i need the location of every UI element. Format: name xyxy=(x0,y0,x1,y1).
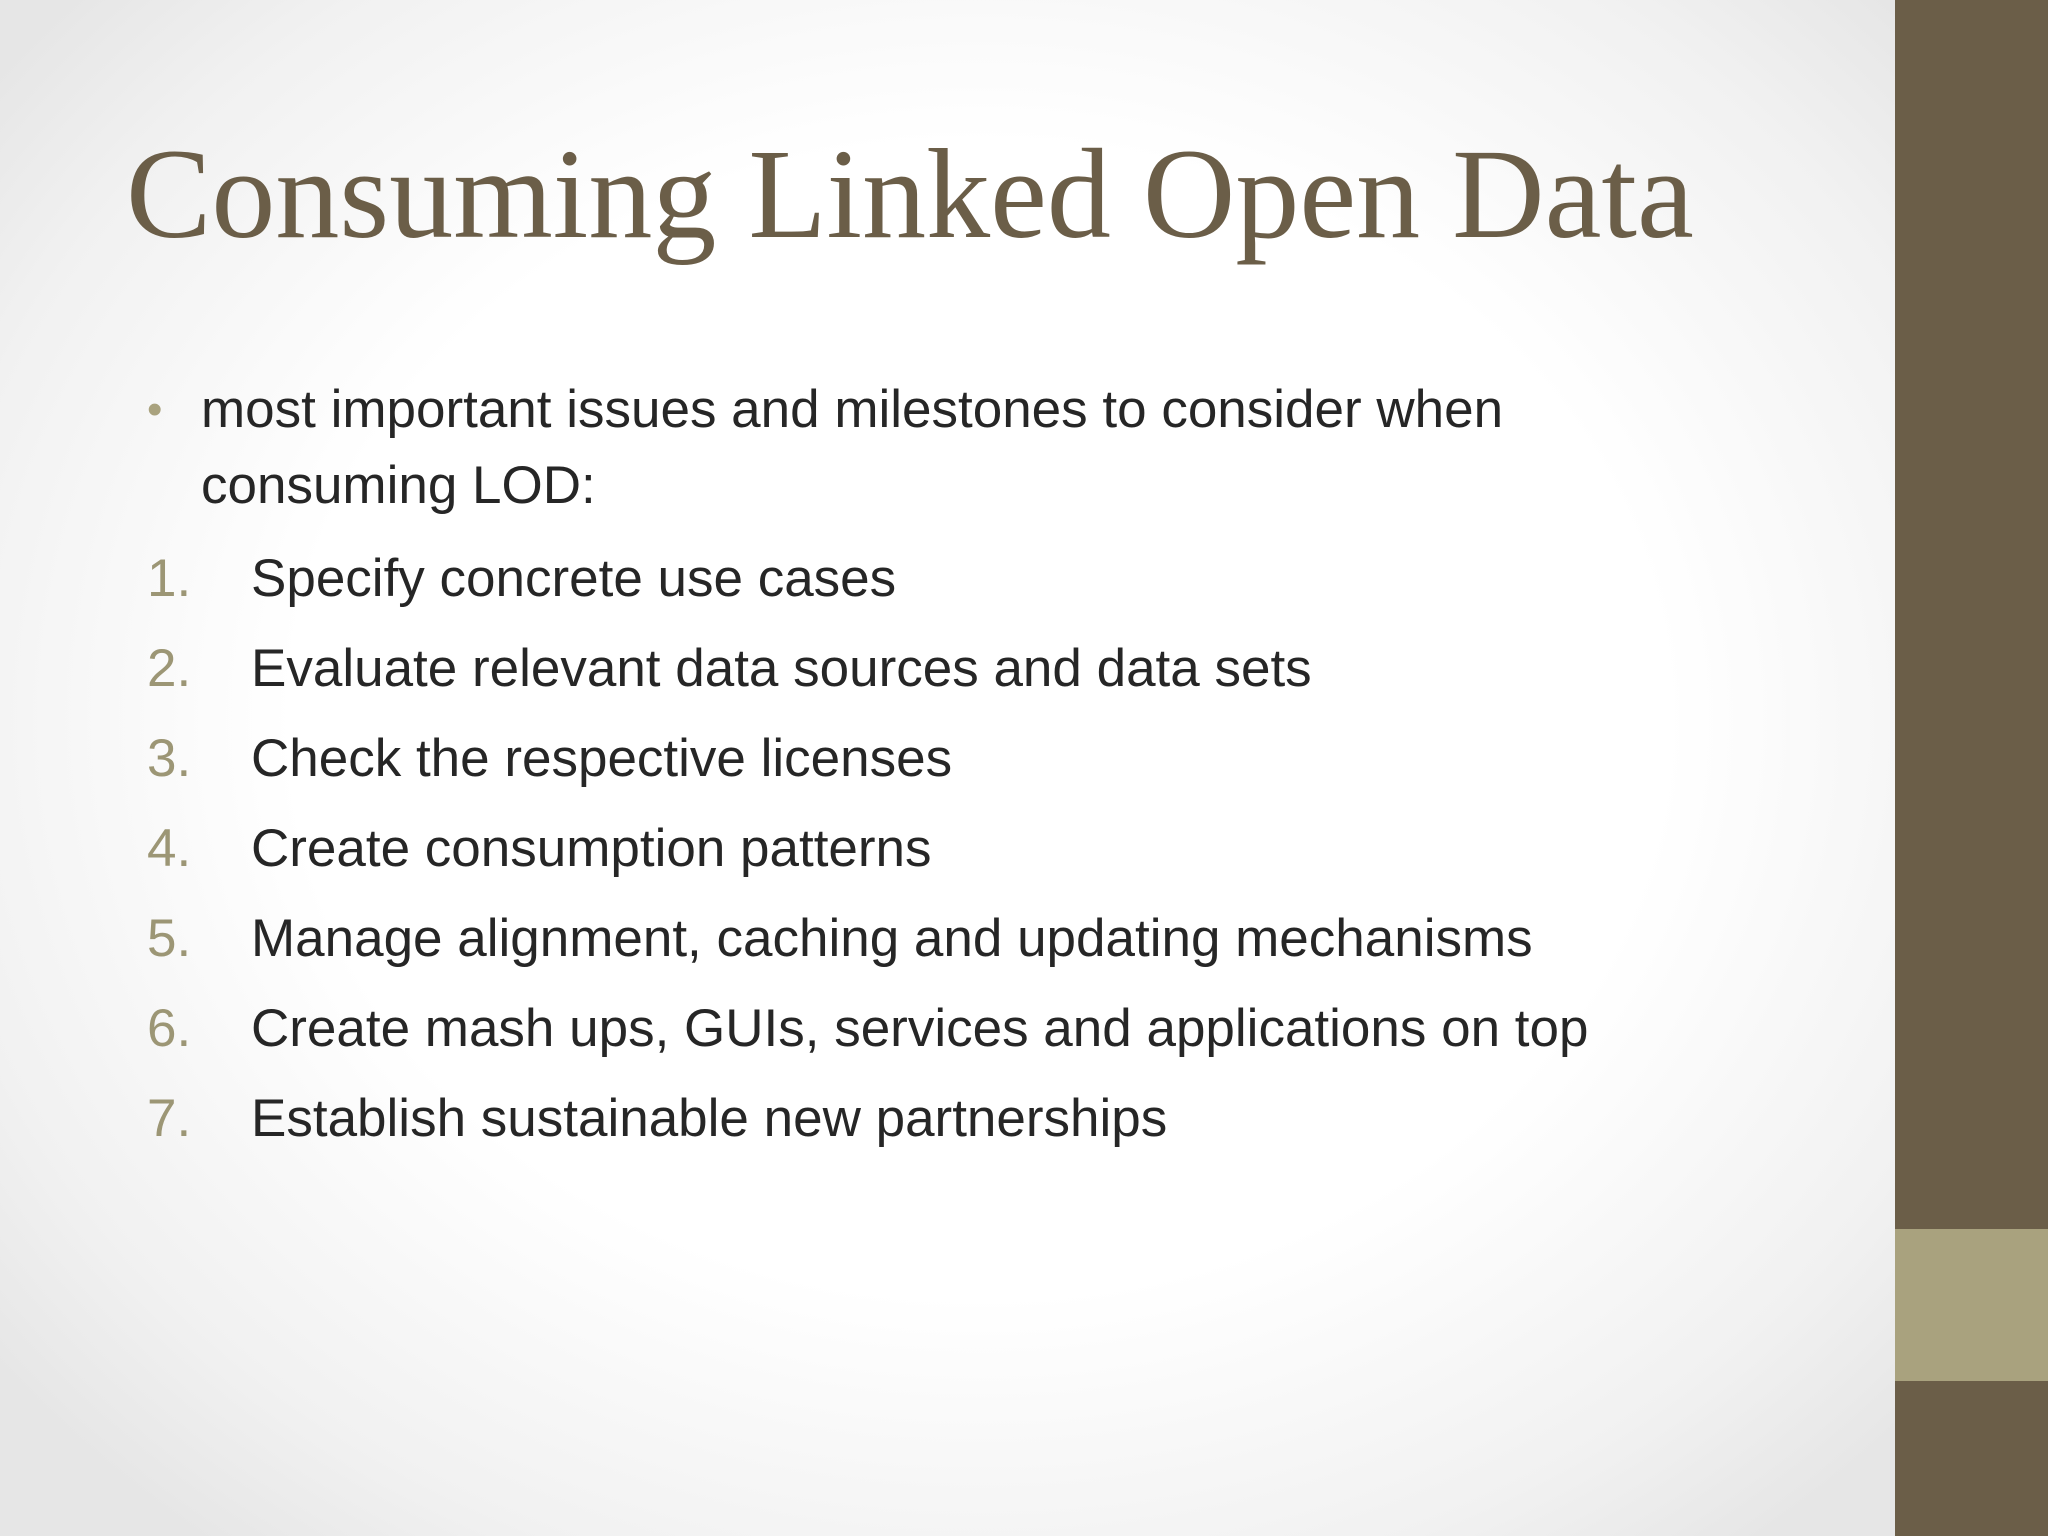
step-item xyxy=(147,894,1767,984)
step-item xyxy=(147,1074,1767,1164)
step-text: Specify concrete use cases xyxy=(251,549,897,608)
step-item xyxy=(147,714,1767,804)
step-number: 4. xyxy=(147,819,192,878)
step-number: 3. xyxy=(147,729,192,788)
step-text: Evaluate relevant data sources and data sets xyxy=(251,639,1312,698)
bullet-icon: • xyxy=(147,385,163,434)
step-number: 2. xyxy=(147,639,192,698)
step-item xyxy=(147,534,1767,624)
step-text: Create mash ups, GUIs, services and applications on top xyxy=(251,999,1589,1058)
step-text: Establish sustainable new partnerships xyxy=(251,1089,1168,1148)
step-item xyxy=(147,984,1767,1074)
step-number: 1. xyxy=(147,549,192,608)
step-number: 7. xyxy=(147,1089,192,1148)
step-number: 6. xyxy=(147,999,192,1058)
slide-title: Consuming Linked Open Data xyxy=(126,123,1694,265)
slide-body xyxy=(147,372,1767,1164)
step-number: 5. xyxy=(147,909,192,968)
step-text: Create consumption patterns xyxy=(251,819,932,878)
decorative-sidebar-accent xyxy=(1895,1229,2048,1381)
intro-bullet-item xyxy=(147,372,1767,524)
step-item xyxy=(147,804,1767,894)
steps-list xyxy=(147,534,1767,1164)
step-text: Check the respective licenses xyxy=(251,729,953,788)
step-item xyxy=(147,624,1767,714)
intro-text: most important issues and milestones to consider when consuming LOD: xyxy=(201,380,1504,515)
step-text: Manage alignment, caching and updating mechanisms xyxy=(251,909,1533,968)
